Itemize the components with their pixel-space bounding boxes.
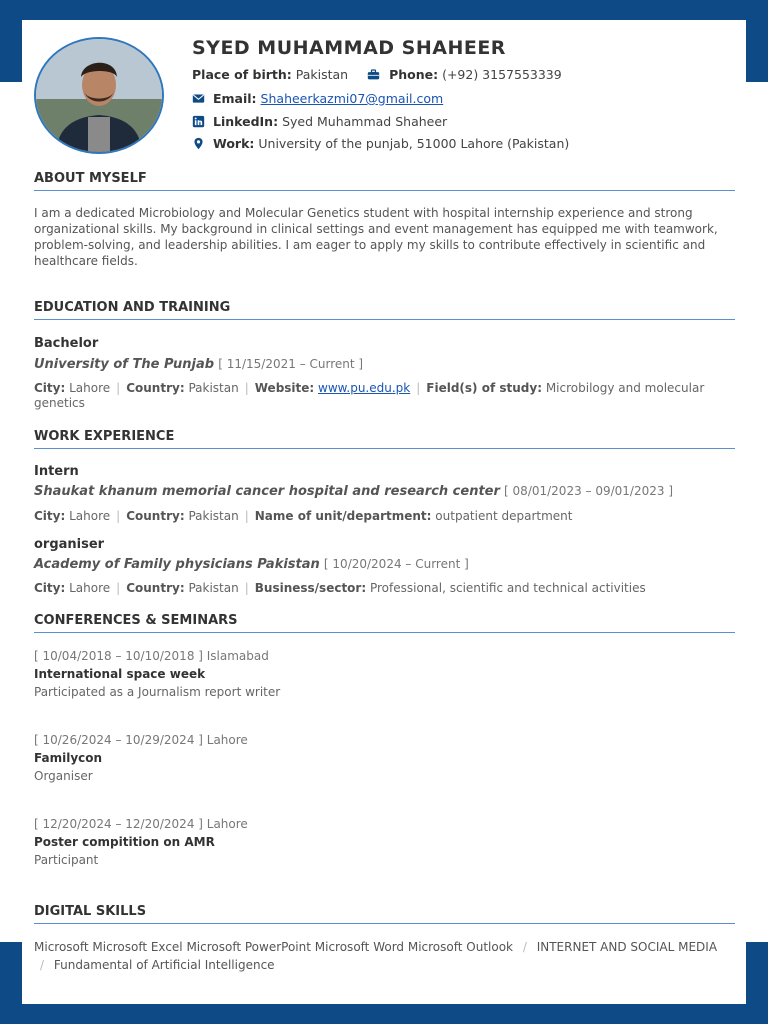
separator: | (116, 381, 121, 395)
education-institution (34, 357, 363, 372)
website-link[interactable]: www.pu.edu.pk (318, 381, 411, 395)
conference-date: [ 10/04/2018 – 10/10/2018 ] Islamabad (34, 649, 269, 663)
top-border-bar (0, 0, 768, 20)
job-dates: [ 10/20/2024 – Current ] (323, 557, 469, 571)
job-org-name: Academy of Family physicians Pakistan (34, 557, 320, 572)
linkedin-label: LinkedIn: (212, 114, 279, 129)
department-label: Name of unit/department: (254, 509, 432, 523)
country-value: Pakistan (188, 381, 239, 395)
work-section-title: WORK EXPERIENCE (34, 429, 735, 449)
sector-label: Business/sector: (254, 581, 367, 595)
education-dates: [ 11/15/2021 – Current ] (218, 357, 364, 371)
phone-label: Phone: (389, 67, 439, 82)
skill-item: Microsoft Microsoft Excel Microsoft PowerPoint Microsoft Word Microsoft Outlook (34, 940, 513, 954)
map-pin-icon (192, 137, 205, 150)
country-value: Pakistan (188, 509, 239, 523)
city-value: Lahore (69, 509, 111, 523)
job-dates: [ 08/01/2023 – 09/01/2023 ] (504, 484, 673, 498)
email-link[interactable]: Shaheerkazmi07@gmail.com (260, 91, 444, 106)
birth-label: Place of birth: (192, 67, 292, 82)
city-value: Lahore (69, 381, 111, 395)
birth-phone-line (192, 67, 562, 82)
left-bottom-border-bar (0, 942, 22, 1024)
conference-description: Participated as a Journalism report writer (34, 685, 281, 699)
skill-item: INTERNET AND SOCIAL MEDIA (536, 940, 718, 954)
linkedin-icon (192, 115, 205, 128)
about-section-title: ABOUT MYSELF (34, 171, 735, 191)
conference-name: Poster compitition on AMR (34, 835, 215, 849)
conference-name: Familycon (34, 751, 103, 765)
right-bottom-border-bar (746, 942, 768, 1024)
separator: | (244, 381, 249, 395)
conference-date: [ 10/26/2024 – 10/29/2024 ] Lahore (34, 733, 248, 747)
country-label: Country: (126, 509, 185, 523)
country-value: Pakistan (188, 581, 239, 595)
city-label: City: (34, 509, 66, 523)
job-role: organiser (34, 537, 105, 552)
conference-description: Participant (34, 853, 99, 867)
phone-value: (+92) 3157553339 (442, 67, 562, 82)
about-text: I am a dedicated Microbiology and Molecular Genetics student with hospital internship experience and strong organizational skills. My background in clinical settings and event management has equipped me with teamwork, problem-solving, and leadership abilities. I am eager to apply my skills to contribute effectively in scientific and healthcare fields. (34, 206, 718, 268)
bottom-border-bar (0, 1004, 768, 1024)
job-org-name: Shaukat khanum memorial cancer hospital and research center (34, 484, 500, 499)
linkedin-line (192, 114, 447, 129)
field-label: Field(s) of study: (426, 381, 542, 395)
education-meta (34, 381, 734, 411)
school-name: University of The Punjab (34, 357, 215, 372)
job-meta (34, 581, 734, 596)
separator: | (244, 581, 249, 595)
separator: | (116, 509, 121, 523)
envelope-icon (192, 92, 205, 105)
education-degree: Bachelor (34, 336, 99, 351)
person-name: SYED MUHAMMAD SHAHEER (192, 37, 506, 59)
left-top-border-bar (0, 0, 22, 82)
separator: | (416, 381, 421, 395)
conference-date: [ 12/20/2024 – 12/20/2024 ] Lahore (34, 817, 248, 831)
conference-name: International space week (34, 667, 206, 681)
city-value: Lahore (69, 581, 111, 595)
country-label: Country: (126, 581, 185, 595)
profile-photo (36, 39, 162, 152)
education-section-title: EDUCATION AND TRAINING (34, 300, 735, 320)
job-organization (34, 557, 469, 572)
briefcase-icon (366, 68, 381, 81)
sector-value: Professional, scientific and technical activities (369, 581, 646, 595)
website-label: Website: (254, 381, 315, 395)
email-line (192, 91, 443, 106)
city-label: City: (34, 381, 66, 395)
email-label: Email: (212, 91, 257, 106)
conferences-section-title: CONFERENCES & SEMINARS (34, 613, 735, 633)
birth-value: Pakistan (295, 67, 349, 82)
department-value: outpatient department (435, 509, 573, 523)
field-value: Microbilogy and molecular genetics (34, 381, 705, 410)
skills-list (34, 938, 734, 974)
conference-description: Organiser (34, 769, 93, 783)
work-value: University of the punjab, 51000 Lahore (Pakistan) (258, 136, 570, 151)
separator: | (244, 509, 249, 523)
right-top-border-bar (746, 0, 768, 82)
job-role: Intern (34, 464, 79, 479)
country-label: Country: (126, 381, 185, 395)
skill-separator: / (40, 958, 45, 972)
work-line (192, 136, 569, 151)
job-meta (34, 509, 734, 524)
skill-separator: / (522, 940, 527, 954)
job-organization (34, 484, 673, 499)
skill-item: Fundamental of Artificial Intelligence (53, 958, 275, 972)
linkedin-value: Syed Muhammad Shaheer (282, 114, 448, 129)
separator: | (116, 581, 121, 595)
city-label: City: (34, 581, 66, 595)
work-label: Work: (212, 136, 255, 151)
skills-section-title: DIGITAL SKILLS (34, 904, 735, 924)
avatar (34, 37, 164, 154)
